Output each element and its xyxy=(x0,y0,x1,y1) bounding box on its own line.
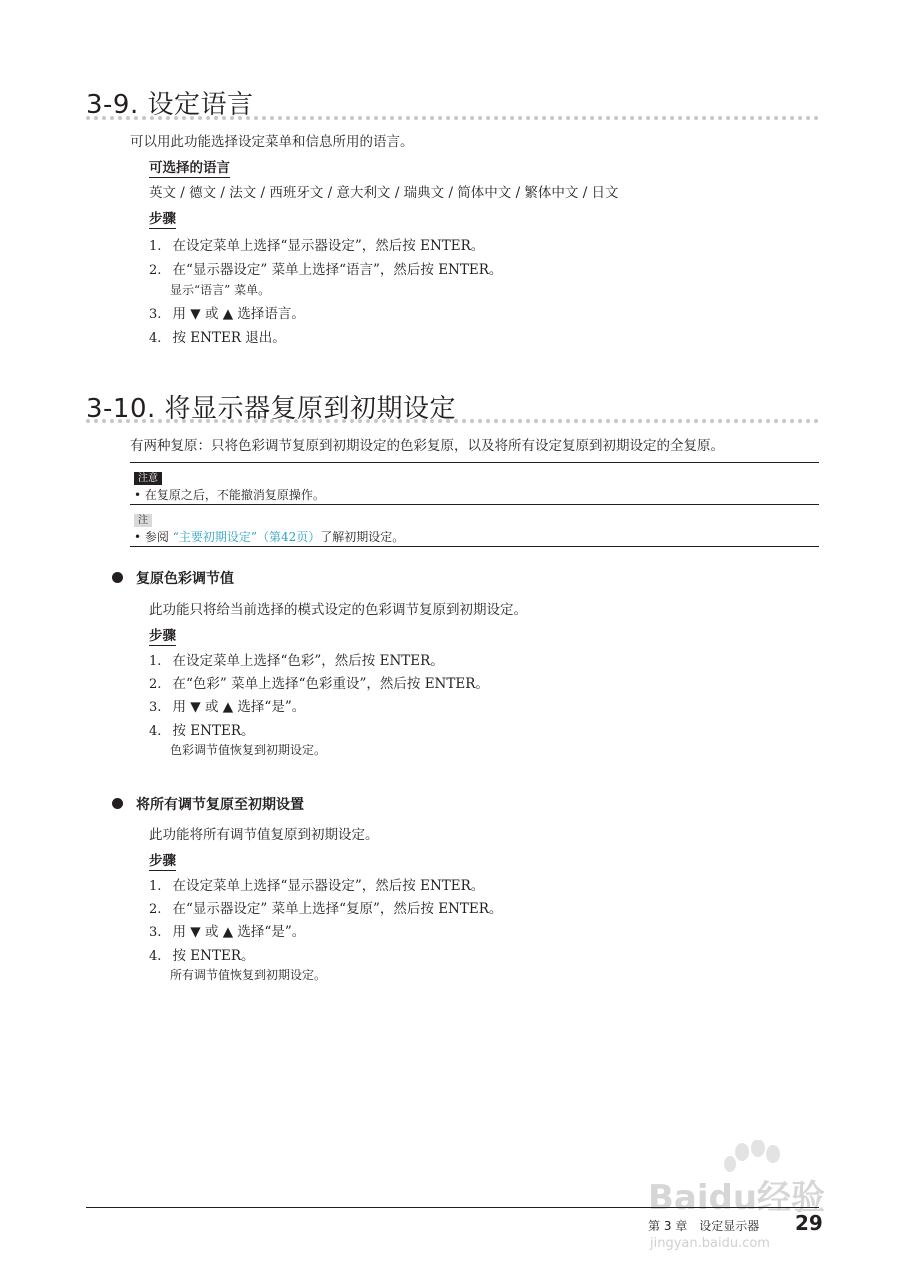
step-item xyxy=(149,719,254,739)
step-number: 4. xyxy=(149,949,162,964)
step-number: 1. xyxy=(149,654,162,669)
step-text: 按 ENTER。 xyxy=(172,723,255,739)
section-intro: 有两种复原：只将色彩调节复原到初期设定的色彩复原，以及将所有设定复原到初期设定的全复原。 xyxy=(130,438,724,454)
section-intro: 可以用此功能选择设定菜单和信息所用的语言。 xyxy=(130,134,414,150)
step-item xyxy=(149,944,254,964)
step-text: 用 ▼ 或 ▲ 选择“是”。 xyxy=(172,699,306,715)
footer-chapter: 第 3 章 设定显示器 xyxy=(648,1219,760,1233)
step-number: 3. xyxy=(149,925,162,940)
step-item xyxy=(149,302,305,322)
note-suffix: 了解初期设定。 xyxy=(320,530,405,544)
step-number: 3. xyxy=(149,307,162,322)
note-tag-label: 注 xyxy=(134,514,152,527)
steps-label: 步骤 xyxy=(149,849,176,871)
step-item xyxy=(149,258,502,278)
title-dotted-rule xyxy=(86,419,819,423)
step-number: 2. xyxy=(149,902,162,917)
step-text: 用 ▼ 或 ▲ 选择“是”。 xyxy=(172,924,306,940)
note-bottom-rule xyxy=(130,546,819,547)
steps-label: 步骤 xyxy=(149,624,176,646)
step-result: 所有调节值恢复到初期设定。 xyxy=(170,968,327,982)
step-text: 在设定菜单上选择“显示器设定”，然后按 ENTER。 xyxy=(172,878,485,894)
step-text: 按 ENTER 退出。 xyxy=(172,330,286,346)
bullet-icon xyxy=(112,798,123,809)
step-item xyxy=(149,695,305,715)
caution-text: • 在复原之后，不能撤消复原操作。 xyxy=(134,488,325,502)
step-text: 在“显示器设定” 菜单上选择“复原”，然后按 ENTER。 xyxy=(172,901,503,917)
languages-list: 英文 / 德文 / 法文 / 西班牙文 / 意大利文 / 瑞典文 / 简体中文 / 繁体中文 / 日文 xyxy=(149,185,619,201)
note-tag xyxy=(134,508,152,527)
step-number: 2. xyxy=(149,677,162,692)
caution-tag-label: 注意 xyxy=(134,472,162,485)
step-number: 2. xyxy=(149,263,162,278)
step-item xyxy=(149,672,489,692)
step-text: 在设定菜单上选择“显示器设定”，然后按 ENTER。 xyxy=(172,238,485,254)
watermark-url: jingyan.baidu.com xyxy=(650,1236,770,1251)
step-text: 在“显示器设定” 菜单上选择“语言”，然后按 ENTER。 xyxy=(172,262,503,278)
step-item xyxy=(149,920,305,940)
subsection-heading-full-reset: 将所有调节复原至初期设置 xyxy=(136,797,304,813)
watermark-brand: Baidu经验 xyxy=(648,1178,826,1218)
default-settings-link[interactable]: “主要初期设定”（第42页） xyxy=(172,530,321,544)
note-text xyxy=(134,528,404,545)
section-title-language: 3-9. 设定语言 xyxy=(86,90,254,120)
caution-top-rule xyxy=(130,462,819,463)
step-number: 1. xyxy=(149,879,162,894)
footer-rule xyxy=(86,1207,819,1208)
section-title-reset: 3-10. 将显示器复原到初期设定 xyxy=(86,394,457,424)
subsection-desc: 此功能只将给当前选择的模式设定的色彩调节复原到初期设定。 xyxy=(149,602,527,618)
step-result: 色彩调节值恢复到初期设定。 xyxy=(170,743,327,757)
step-number: 1. xyxy=(149,239,162,254)
step-item xyxy=(149,649,444,669)
note-prefix: • 参阅 xyxy=(134,530,173,544)
step-item xyxy=(149,234,484,254)
note-top-rule xyxy=(130,504,819,505)
step-item xyxy=(149,874,484,894)
steps-label: 步骤 xyxy=(149,207,176,229)
step-text: 用 ▼ 或 ▲ 选择语言。 xyxy=(172,306,305,322)
title-dotted-rule xyxy=(86,116,819,120)
caution-tag xyxy=(134,466,162,485)
step-text: 在“色彩” 菜单上选择“色彩重设”，然后按 ENTER。 xyxy=(172,676,489,692)
subsection-desc: 此功能将所有调节值复原到初期设定。 xyxy=(149,827,379,843)
page-number: 29 xyxy=(795,1211,823,1235)
step-item xyxy=(149,897,502,917)
step-text: 在设定菜单上选择“色彩”，然后按 ENTER。 xyxy=(172,653,444,669)
step-number: 4. xyxy=(149,724,162,739)
step-number: 3. xyxy=(149,700,162,715)
step-note: 显示“语言” 菜单。 xyxy=(170,283,271,297)
step-text: 按 ENTER。 xyxy=(172,948,255,964)
step-number: 4. xyxy=(149,331,162,346)
step-item xyxy=(149,326,286,346)
subsection-heading-color-reset: 复原色彩调节值 xyxy=(136,571,234,587)
languages-label: 可选择的语言 xyxy=(149,156,230,178)
bullet-icon xyxy=(112,572,123,583)
